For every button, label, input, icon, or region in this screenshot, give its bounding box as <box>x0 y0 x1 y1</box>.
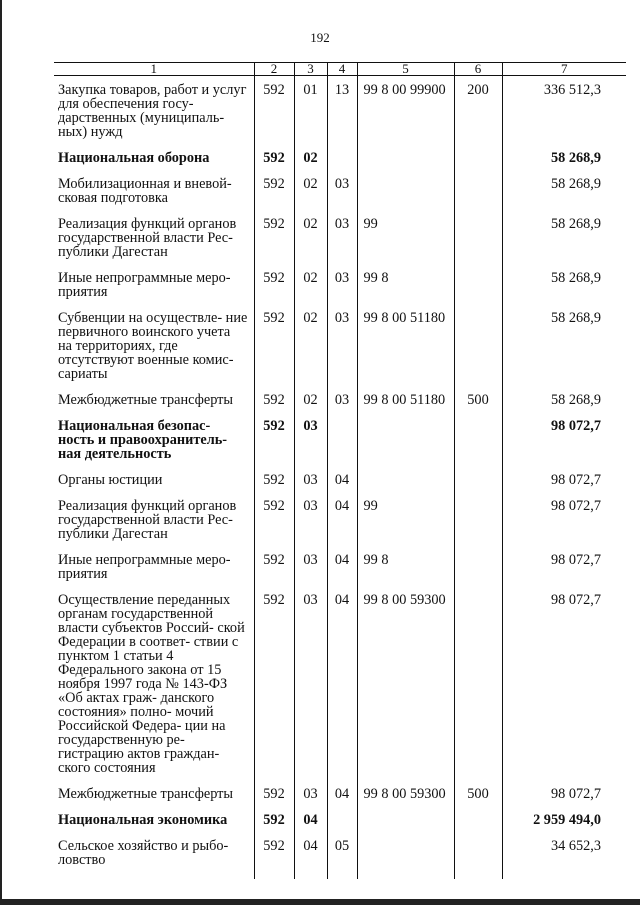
row-expense-type-cell <box>454 593 502 787</box>
row-admin-code-cell: 592 <box>254 499 294 553</box>
row-subsection-cell: 03 <box>327 311 357 393</box>
row-section-cell: 03 <box>294 473 327 499</box>
row-amount-cell: 58 268,9 <box>502 151 626 177</box>
row-target-article-cell: 99 <box>357 217 454 271</box>
row-admin-code-cell: 592 <box>254 553 294 593</box>
row-target-article-cell <box>357 473 454 499</box>
row-subsection-cell: 04 <box>327 473 357 499</box>
header-col-7: 7 <box>502 63 626 76</box>
row-expense-type-cell <box>454 813 502 839</box>
row-target-article-cell: 99 8 <box>357 271 454 311</box>
row-name-cell: Национальная экономика <box>58 812 228 828</box>
row-expense-type-cell: 500 <box>454 787 502 813</box>
row-amount-cell: 98 072,7 <box>502 419 626 473</box>
header-col-4: 4 <box>327 63 357 76</box>
budget-table-container <box>54 62 626 879</box>
row-expense-type-cell <box>454 151 502 177</box>
row-subsection-cell: 04 <box>327 553 357 593</box>
header-col-5: 5 <box>357 63 454 76</box>
row-section-cell: 03 <box>294 593 327 787</box>
scan-left-edge <box>0 0 2 905</box>
row-name-cell: Национальная безопас- ность и правоохранитель- ная деятельность <box>58 418 228 462</box>
page-number: 192 <box>310 30 330 45</box>
row-admin-code-cell: 592 <box>254 76 294 152</box>
row-target-article-cell <box>357 839 454 879</box>
row-amount-cell: 98 072,7 <box>502 499 626 553</box>
row-expense-type-cell <box>454 217 502 271</box>
row-admin-code-cell: 592 <box>254 593 294 787</box>
table-row <box>54 177 626 217</box>
row-name-cell: Межбюджетные трансферты <box>58 392 234 408</box>
scan-bottom-edge <box>0 899 640 905</box>
row-amount-cell: 2 959 494,0 <box>502 813 626 839</box>
table-row <box>54 311 626 393</box>
table-body <box>54 76 626 880</box>
row-expense-type-cell: 200 <box>454 76 502 152</box>
row-expense-type-cell <box>454 499 502 553</box>
row-subsection-cell: 03 <box>327 393 357 419</box>
header-col-1: 1 <box>54 63 254 76</box>
row-expense-type-cell: 500 <box>454 393 502 419</box>
row-target-article-cell <box>357 813 454 839</box>
row-admin-code-cell: 592 <box>254 813 294 839</box>
row-amount-cell: 34 652,3 <box>502 839 626 879</box>
row-target-article-cell <box>357 177 454 217</box>
row-target-article-cell: 99 8 00 59300 <box>357 593 454 787</box>
row-section-cell: 04 <box>294 813 327 839</box>
budget-table <box>54 62 626 879</box>
row-name-cell: Осуществление переданных органам государственной власти субъектов Россий- ской Федерации в соответ- ствии с пунктом 1 статьи 4 Федерального закона от 15 ноября 1997 года № 143-ФЗ «Об актах граж- данского состояния» полно- мочий Российской Федера- ции на государственную ре- гистрацию актов граждан- ского состояния <box>58 592 245 776</box>
row-section-cell: 02 <box>294 151 327 177</box>
table-row <box>54 499 626 553</box>
row-admin-code-cell: 592 <box>254 787 294 813</box>
row-name-cell: Национальная оборона <box>58 150 210 166</box>
row-admin-code-cell: 592 <box>254 271 294 311</box>
row-subsection-cell <box>327 813 357 839</box>
row-subsection-cell: 03 <box>327 177 357 217</box>
row-admin-code-cell: 592 <box>254 151 294 177</box>
row-name-cell: Реализация функций органов государственной власти Рес- публики Дагестан <box>58 498 237 542</box>
table-row <box>54 151 626 177</box>
header-row <box>54 63 626 76</box>
row-admin-code-cell: 592 <box>254 177 294 217</box>
row-amount-cell: 58 268,9 <box>502 271 626 311</box>
row-amount-cell: 58 268,9 <box>502 311 626 393</box>
table-row <box>54 593 626 787</box>
row-name-cell: Закупка товаров, работ и услуг для обеспечения госу- дарственных (муниципаль- ных) нужд <box>58 82 247 140</box>
header-col-6: 6 <box>454 63 502 76</box>
row-target-article-cell <box>357 151 454 177</box>
row-expense-type-cell <box>454 553 502 593</box>
row-section-cell: 03 <box>294 419 327 473</box>
row-section-cell: 03 <box>294 553 327 593</box>
row-admin-code-cell: 592 <box>254 393 294 419</box>
row-target-article-cell: 99 8 <box>357 553 454 593</box>
row-name-cell: Субвенции на осуществле- ние первичного воинского учета на территориях, где отсутствуют военные комис- сариаты <box>58 310 248 382</box>
row-target-article-cell: 99 <box>357 499 454 553</box>
row-admin-code-cell: 592 <box>254 311 294 393</box>
row-section-cell: 02 <box>294 271 327 311</box>
table-row <box>54 839 626 879</box>
table-row <box>54 393 626 419</box>
row-section-cell: 03 <box>294 787 327 813</box>
row-expense-type-cell <box>454 271 502 311</box>
row-amount-cell: 58 268,9 <box>502 177 626 217</box>
row-name-cell: Межбюджетные трансферты <box>58 786 234 802</box>
row-target-article-cell: 99 8 00 59300 <box>357 787 454 813</box>
table-row <box>54 473 626 499</box>
row-subsection-cell <box>327 419 357 473</box>
table-row <box>54 553 626 593</box>
row-expense-type-cell <box>454 473 502 499</box>
row-subsection-cell: 03 <box>327 271 357 311</box>
row-name-cell: Органы юстиции <box>58 472 163 488</box>
table-row <box>54 76 626 152</box>
table-row <box>54 419 626 473</box>
row-name-cell: Реализация функций органов государственной власти Рес- публики Дагестан <box>58 216 237 260</box>
row-subsection-cell: 05 <box>327 839 357 879</box>
row-name-cell: Сельское хозяйство и рыбо- ловство <box>58 838 229 868</box>
row-name-cell: Мобилизационная и вневой- сковая подготовка <box>58 176 232 206</box>
row-admin-code-cell: 592 <box>254 839 294 879</box>
row-admin-code-cell: 592 <box>254 419 294 473</box>
header-col-2: 2 <box>254 63 294 76</box>
row-admin-code-cell: 592 <box>254 217 294 271</box>
row-amount-cell: 98 072,7 <box>502 593 626 787</box>
row-subsection-cell: 03 <box>327 217 357 271</box>
row-target-article-cell <box>357 419 454 473</box>
row-target-article-cell: 99 8 00 51180 <box>357 311 454 393</box>
row-name-cell: Иные непрограммные меро- приятия <box>58 552 231 582</box>
row-amount-cell: 98 072,7 <box>502 473 626 499</box>
table-row <box>54 787 626 813</box>
row-name-cell: Иные непрограммные меро- приятия <box>58 270 231 300</box>
row-admin-code-cell: 592 <box>254 473 294 499</box>
table-row <box>54 217 626 271</box>
row-target-article-cell: 99 8 00 99900 <box>357 76 454 152</box>
row-subsection-cell <box>327 151 357 177</box>
header-col-3: 3 <box>294 63 327 76</box>
row-section-cell: 02 <box>294 393 327 419</box>
row-section-cell: 04 <box>294 839 327 879</box>
row-expense-type-cell <box>454 419 502 473</box>
row-amount-cell: 98 072,7 <box>502 553 626 593</box>
table-row <box>54 271 626 311</box>
row-expense-type-cell <box>454 839 502 879</box>
table-row <box>54 813 626 839</box>
row-target-article-cell: 99 8 00 51180 <box>357 393 454 419</box>
row-amount-cell: 58 268,9 <box>502 393 626 419</box>
row-expense-type-cell <box>454 311 502 393</box>
row-section-cell: 02 <box>294 217 327 271</box>
row-section-cell: 02 <box>294 311 327 393</box>
row-expense-type-cell <box>454 177 502 217</box>
row-section-cell: 03 <box>294 499 327 553</box>
row-section-cell: 01 <box>294 76 327 152</box>
row-subsection-cell: 04 <box>327 787 357 813</box>
row-subsection-cell: 04 <box>327 499 357 553</box>
row-amount-cell: 58 268,9 <box>502 217 626 271</box>
row-subsection-cell: 13 <box>327 76 357 152</box>
row-amount-cell: 98 072,7 <box>502 787 626 813</box>
row-amount-cell: 336 512,3 <box>502 76 626 152</box>
row-subsection-cell: 04 <box>327 593 357 787</box>
row-section-cell: 02 <box>294 177 327 217</box>
